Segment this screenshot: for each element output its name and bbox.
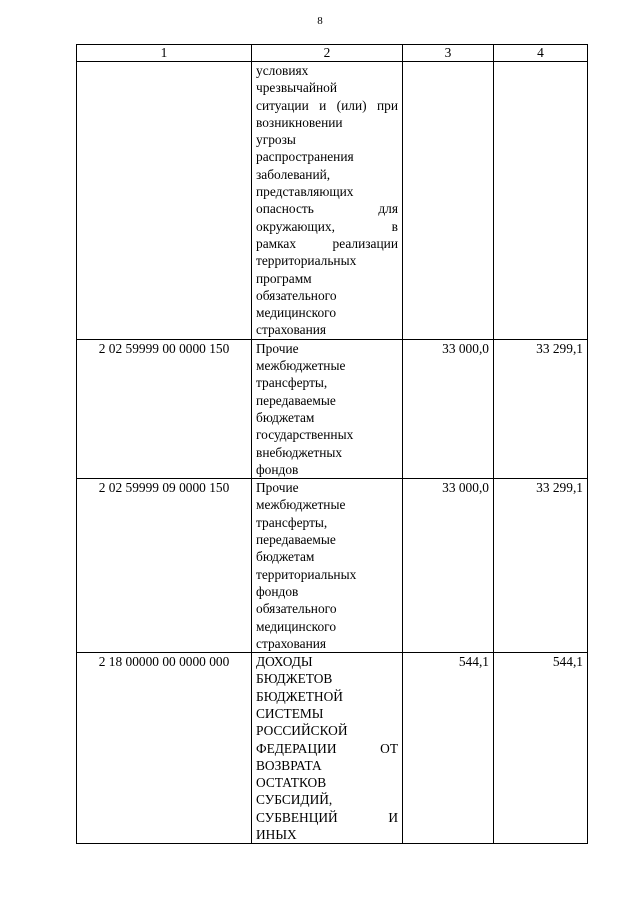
value-col4-cell: 544,1	[494, 653, 588, 844]
description-line: программ	[256, 270, 312, 286]
description-line: страхования	[256, 635, 327, 651]
description-cell	[252, 62, 403, 340]
description-line: БЮДЖЕТНОЙ	[256, 688, 343, 704]
description-cell	[252, 339, 403, 478]
description-line: СУБВЕНЦИЙ И	[256, 809, 398, 825]
description-line: территориальных	[256, 566, 357, 582]
description-line: ОСТАТКОВ	[256, 775, 327, 791]
description-line: передаваемые	[256, 532, 336, 548]
description-line: условиях	[256, 63, 309, 78]
description-line: Прочие	[256, 480, 299, 496]
budget-code-cell: 2 18 00000 00 0000 000	[77, 653, 252, 844]
value-col4-cell	[494, 62, 588, 340]
description-line: страхования	[256, 322, 327, 338]
description-line: ДОХОДЫ	[256, 654, 313, 670]
page-number: 8	[317, 15, 323, 27]
description-line: обязательного	[256, 287, 337, 303]
description-line: межбюджетные	[256, 358, 346, 374]
description-line: передаваемые	[256, 392, 336, 408]
table-header-row	[77, 45, 588, 62]
value-col3-cell: 33 000,0	[403, 479, 494, 653]
description-line: фондов	[256, 461, 299, 477]
description-line: СУБСИДИЙ,	[256, 792, 333, 808]
description-line: бюджетам	[256, 549, 315, 565]
description-line: медицинского	[256, 305, 337, 321]
budget-code-cell	[77, 62, 252, 340]
column-header-1: 1	[77, 45, 252, 62]
description-line: трансферты,	[256, 514, 328, 530]
table-row	[77, 479, 588, 653]
value-col4-cell: 33 299,1	[494, 479, 588, 653]
description-line: возникновении	[256, 114, 343, 130]
description-line: СИСТЕМЫ	[256, 705, 324, 721]
value-col4-cell: 33 299,1	[494, 339, 588, 478]
description-line: угрозы	[256, 132, 296, 148]
description-cell	[252, 653, 403, 844]
table-row	[77, 339, 588, 478]
value-col3-cell: 544,1	[403, 653, 494, 844]
description-line: заболеваний,	[256, 166, 331, 182]
description-line: фондов	[256, 583, 299, 599]
description-line: РОССИЙСКОЙ	[256, 723, 348, 739]
budget-revenue-table	[76, 44, 588, 844]
description-line: ситуации и (или) при	[256, 97, 398, 113]
column-header-2: 2	[252, 45, 403, 62]
description-line: Прочие	[256, 340, 299, 356]
budget-code-cell: 2 02 59999 09 0000 150	[77, 479, 252, 653]
description-line: представляющих	[256, 184, 354, 200]
description-line: рамках реализации	[256, 235, 398, 251]
description-line: медицинского	[256, 618, 337, 634]
value-col3-cell	[403, 62, 494, 340]
description-line: бюджетам	[256, 409, 315, 425]
description-line: территориальных	[256, 253, 357, 269]
description-line: ВОЗВРАТА	[256, 757, 322, 773]
table-row	[77, 62, 588, 340]
description-line: государственных	[256, 427, 354, 443]
table-row	[77, 653, 588, 844]
description-line: окружающих, в	[256, 218, 398, 234]
description-line: ФЕДЕРАЦИИ ОТ	[256, 740, 398, 756]
description-line: распространения	[256, 149, 354, 165]
description-line: БЮДЖЕТОВ	[256, 671, 333, 687]
column-header-3: 3	[403, 45, 494, 62]
description-line: чрезвычайной	[256, 80, 338, 96]
description-line: внебюджетных	[256, 444, 343, 460]
budget-code-cell: 2 02 59999 00 0000 150	[77, 339, 252, 478]
description-line: ИНЫХ	[256, 827, 297, 843]
description-line: обязательного	[256, 601, 337, 617]
column-header-4: 4	[494, 45, 588, 62]
description-line: межбюджетные	[256, 497, 346, 513]
value-col3-cell: 33 000,0	[403, 339, 494, 478]
table-body	[77, 62, 588, 844]
description-line: трансферты,	[256, 375, 328, 391]
description-cell	[252, 479, 403, 653]
description-line: опасность для	[256, 201, 398, 217]
